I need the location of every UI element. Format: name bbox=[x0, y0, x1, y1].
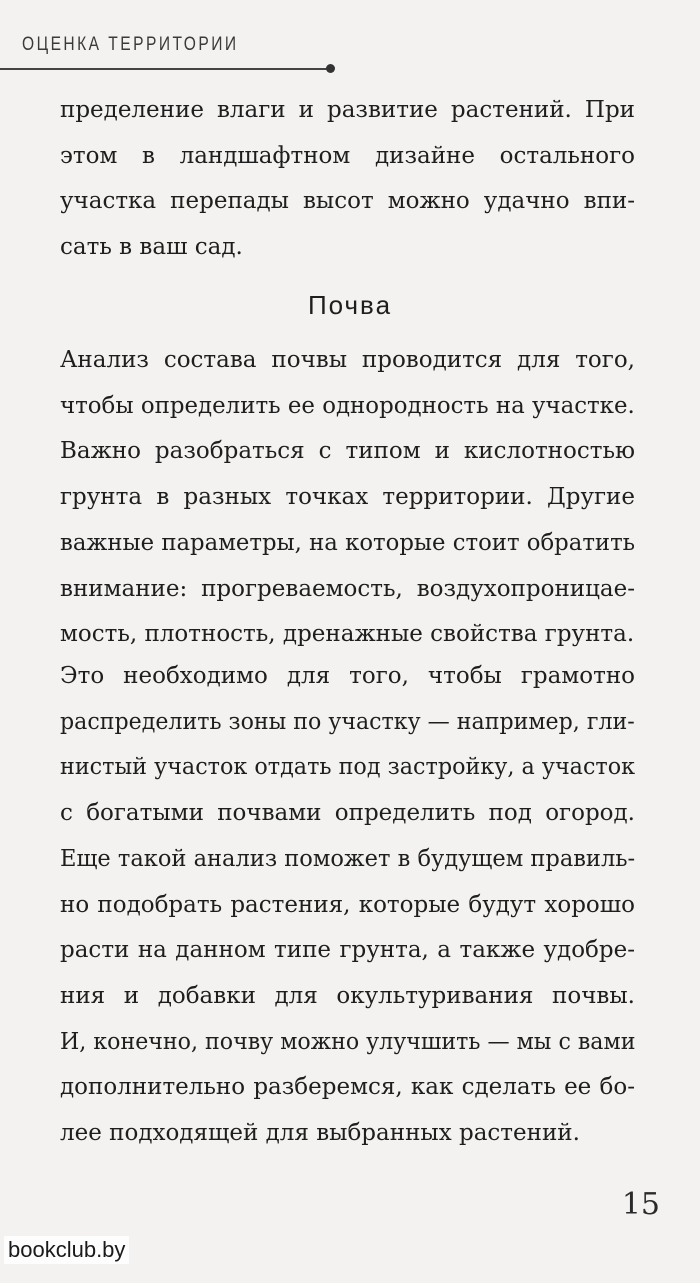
text-line: мость, плотность, дренажные свойства грунта. bbox=[60, 621, 635, 648]
text-line: Важно разобраться с типом и кислотностью bbox=[60, 438, 635, 465]
watermark: bookclub.by bbox=[4, 1236, 129, 1264]
text-line: грунта в разных точках территории. Другие bbox=[60, 484, 635, 511]
paragraph-zoning bbox=[60, 654, 635, 1157]
header-rule bbox=[0, 68, 330, 70]
text-line: внимание: прогреваемость, воздухопроницае- bbox=[60, 575, 635, 602]
text-line: дополнительно разберемся, как сделать ее бо- bbox=[60, 1074, 635, 1101]
text-line: Еще такой анализ поможет в будущем правиль- bbox=[60, 845, 636, 872]
text-line: нистый участок отдать под застройку, а участок bbox=[60, 754, 636, 781]
text-line: чтобы определить ее однородность на участке. bbox=[60, 392, 635, 419]
section-heading: Почва bbox=[307, 290, 393, 320]
page-number: 15 bbox=[621, 1187, 660, 1222]
paragraph-soil-analysis bbox=[60, 338, 635, 658]
text-line: с богатыми почвами определить под огород. bbox=[60, 800, 635, 827]
text-line: ния и добавки для окультуривания почвы. bbox=[60, 982, 635, 1009]
text-line: распределить зоны по участку — например, гли- bbox=[60, 708, 635, 735]
text-line: но подобрать растения, которые будут хорошо bbox=[60, 891, 635, 918]
text-line: расти на данном типе грунта, а также удобре- bbox=[60, 937, 635, 964]
text-line: пределение влаги и развитие растений. При bbox=[60, 97, 635, 123]
text-line: важные параметры, на которые стоит обратить bbox=[60, 529, 636, 556]
header-rule-dot bbox=[326, 64, 335, 73]
running-head: ОЦЕНКА ТЕРРИТОРИИ bbox=[22, 34, 239, 55]
text-line: сать в ваш сад. bbox=[60, 234, 243, 261]
paragraph-continuation bbox=[60, 88, 635, 271]
text-line: Это необходимо для того, чтобы грамотно bbox=[60, 663, 635, 689]
text-line: Анализ состава почвы проводится для того, bbox=[60, 347, 635, 373]
text-line: участка перепады высот можно удачно впи- bbox=[60, 188, 635, 215]
text-line: И, конечно, почву можно улучшить — мы с вами bbox=[60, 1028, 636, 1055]
text-line: лее подходящей для выбранных растений. bbox=[60, 1120, 580, 1147]
text-line: этом в ландшафтном дизайне остального bbox=[60, 142, 635, 169]
